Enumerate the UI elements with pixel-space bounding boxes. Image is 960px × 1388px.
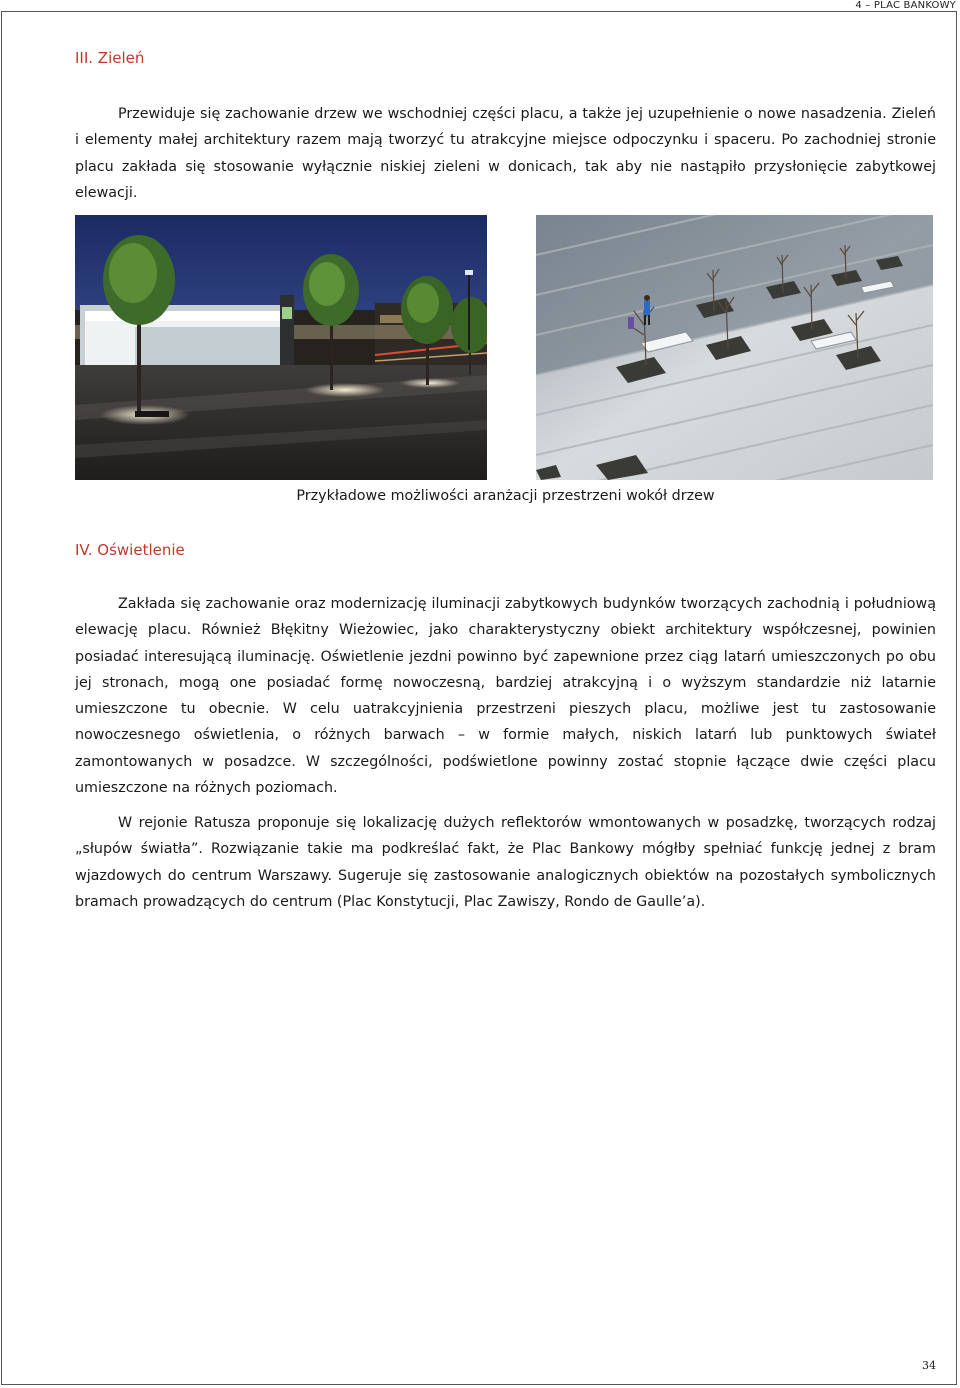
lighting-paragraph-1: Zakłada się zachowanie oraz modernizację iluminacji zabytkowych budynków tworzących zachodnią i południową elewację placu. Również Błękitny Wieżowiec, jako charakterystyczny obiekt architektury współczesnej, powinien posiadać interesującą iluminację. Oświetlenie jezdni powinno być zapewnione przez ciąg latarń umieszczonych po obu jej stronach, mogą one posiadać formę nowoczesną, bardziej atrakcyjną i o wyższym standardzie niż latarnie umieszczone tu obecnie. W celu uatrakcyjnienia przestrzeni pieszych placu, możliwe jest tu zastosowanie nowoczesnego oświetlenia, o różnych barwach – w formie małych, niskich latarń lub punktowych świateł zamontowanych w posadzce. W szczególności, podświetlone powinny zostać stopnie łączące dwie części placu umieszczone na różnych poziomach. xyxy=(75,596,936,797)
plaza-with-tree-planters-photo xyxy=(536,215,933,480)
greenery-paragraph: Przewiduje się zachowanie drzew we wschodniej części placu, a także jej uzupełnienie o nowe nasadzenia. Zieleń i elementy małej architektury razem mają tworzyć tu atrakcyjne miejsce odpoczynku i spaceru. Po zachodniej stronie placu zakłada się stosowanie wyłącznie niskiej zieleni w donicach, tak aby nie nastąpiło przysłonięcie zabytkowej elewacji. xyxy=(75,106,936,201)
running-header: 4 – PLAC BANKOWY xyxy=(855,0,956,11)
section-heading-greenery: III. Zieleń xyxy=(75,49,145,67)
section-heading-lighting: IV. Oświetlenie xyxy=(75,541,185,559)
lighting-paragraph-2: W rejonie Ratusza proponuje się lokalizację dużych reflektorów wmontowanych w posadzkę, tworzących rodzaj „słupów światła”. Rozwiązanie takie ma podkreślać fakt, że Plac Bankowy mógłby spełniać funkcję jednej z bram wjazdowych do centrum Warszawy. Sugeruje się zastosowanie analogicznych obiektów na pozostałych symbolicznych bramach prowadzących do centrum (Plac Konstytucji, Plac Zawiszy, Rondo de Gaulle’a). xyxy=(75,815,936,910)
night-plaza-with-trees-photo xyxy=(75,215,487,480)
page-number: 34 xyxy=(922,1359,936,1372)
figure-caption: Przykładowe możliwości aranżacji przestrzeni wokół drzew xyxy=(296,488,715,504)
